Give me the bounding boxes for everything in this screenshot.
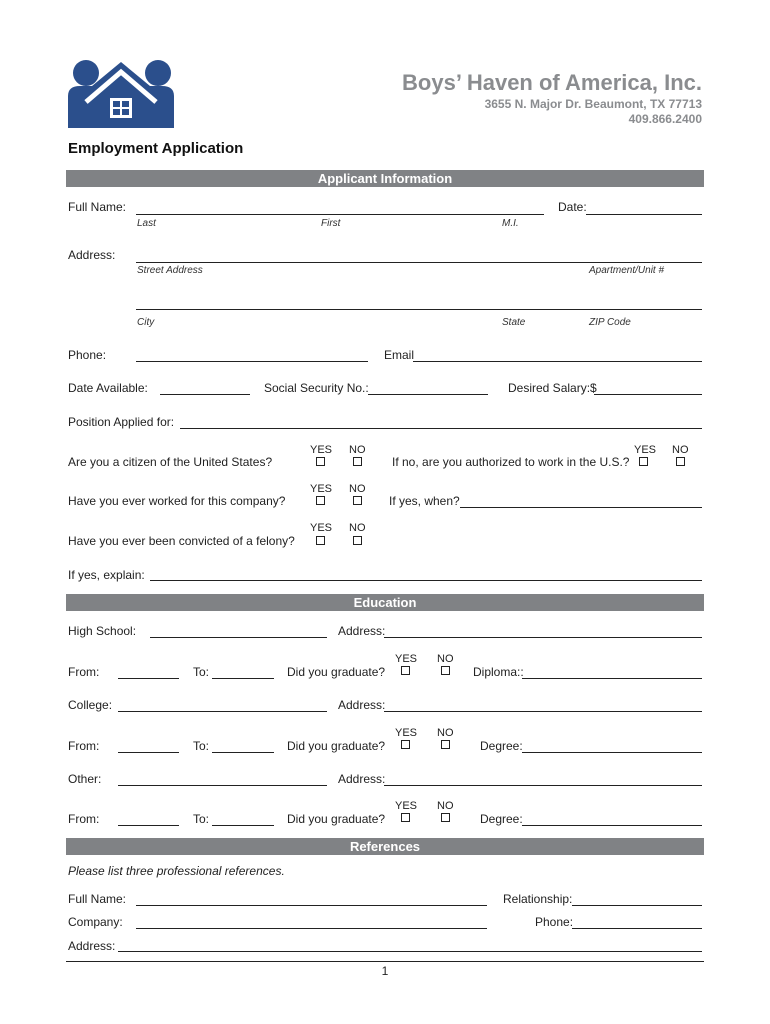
ref-relationship-field[interactable] (572, 905, 702, 906)
first-caption: First (321, 218, 341, 229)
ref-phone-label: Phone: (535, 915, 574, 929)
last-caption: Last (137, 218, 156, 229)
other-address-field[interactable] (384, 785, 702, 786)
diploma-field[interactable] (522, 678, 702, 679)
college-graduate-no-checkbox[interactable] (441, 740, 450, 749)
full-name-label: Full Name: (68, 200, 127, 214)
diploma-label: Diploma:: (473, 665, 524, 679)
college-graduate-label: Did you graduate? (287, 739, 386, 753)
ref-full-name-field[interactable] (136, 905, 487, 906)
ssn-label: Social Security No.: (264, 381, 369, 395)
page-number: 1 (381, 964, 389, 978)
college-address-label: Address: (338, 698, 386, 712)
form-title: Employment Application (68, 140, 244, 157)
worked-no-label: NO (349, 483, 366, 495)
ref-address-field[interactable] (118, 951, 702, 952)
hs-graduate-no-checkbox[interactable] (441, 666, 450, 675)
worked-question: Have you ever worked for this company? (68, 494, 286, 508)
high-school-address-label: Address: (338, 624, 386, 638)
date-available-label: Date Available: (68, 381, 148, 395)
other-degree-label: Degree: (480, 812, 523, 826)
college-degree-field[interactable] (522, 752, 702, 753)
other-from-label: From: (68, 812, 100, 826)
college-label: College: (68, 698, 113, 712)
felony-no-checkbox[interactable] (353, 536, 362, 545)
email-field[interactable] (413, 361, 702, 362)
ref-phone-field[interactable] (572, 928, 702, 929)
if-yes-explain-field[interactable] (150, 580, 702, 581)
hs-to-field[interactable] (212, 678, 274, 679)
org-name: Boys’ Haven of America, Inc. (402, 70, 702, 95)
worked-yes-label: YES (310, 483, 333, 495)
hs-from-label: From: (68, 665, 100, 679)
authorized-no-checkbox[interactable] (676, 457, 685, 466)
position-label: Position Applied for: (68, 415, 175, 429)
other-graduate-label: Did you graduate? (287, 812, 386, 826)
other-to-field[interactable] (212, 825, 274, 826)
college-to-label: To: (193, 739, 210, 753)
street-caption: Street Address (137, 265, 203, 276)
other-address-label: Address: (338, 772, 386, 786)
ref-company-field[interactable] (136, 928, 487, 929)
desired-salary-label: Desired Salary:$ (508, 381, 597, 395)
citizen-question: Are you a citizen of the United States? (68, 455, 273, 469)
college-yes-label: YES (395, 727, 418, 739)
college-degree-label: Degree: (480, 739, 523, 753)
desired-salary-field[interactable] (594, 394, 702, 395)
section-references: References (66, 838, 704, 855)
felony-yes-checkbox[interactable] (316, 536, 325, 545)
full-name-field[interactable] (136, 214, 544, 215)
felony-yes-label: YES (310, 522, 333, 534)
hs-to-label: To: (193, 665, 210, 679)
date-field[interactable] (586, 214, 702, 215)
citizen-yes-checkbox[interactable] (316, 457, 325, 466)
citizen-yes-label: YES (310, 444, 333, 456)
company-logo (66, 58, 176, 130)
section-applicant-information: Applicant Information (66, 170, 704, 187)
date-available-field[interactable] (160, 394, 250, 395)
worked-no-checkbox[interactable] (353, 496, 362, 505)
high-school-field[interactable] (150, 637, 327, 638)
address-label: Address: (68, 248, 116, 262)
hs-graduate-label: Did you graduate? (287, 665, 386, 679)
ref-company-label: Company: (68, 915, 123, 929)
phone-label: Phone: (68, 348, 107, 362)
college-graduate-yes-checkbox[interactable] (401, 740, 410, 749)
city-state-zip-field[interactable] (136, 309, 702, 310)
other-field[interactable] (118, 785, 327, 786)
authorized-question: If no, are you authorized to work in the U.S.? (392, 455, 630, 469)
zip-caption: ZIP Code (589, 317, 631, 328)
org-phone: 409.866.2400 (628, 112, 702, 126)
felony-no-label: NO (349, 522, 366, 534)
if-yes-when-field[interactable] (460, 507, 702, 508)
org-address: 3655 N. Major Dr. Beaumont, TX 77713 (484, 97, 702, 111)
section-education: Education (66, 594, 704, 611)
other-graduate-yes-checkbox[interactable] (401, 813, 410, 822)
high-school-label: High School: (68, 624, 137, 638)
email-label: Email (384, 348, 415, 362)
college-no-label: NO (437, 727, 454, 739)
authorized-no-label: NO (672, 444, 689, 456)
hs-from-field[interactable] (118, 678, 179, 679)
if-yes-when-label: If yes, when? (389, 494, 460, 508)
references-instruction: Please list three professional references. (68, 864, 285, 878)
ref-relationship-label: Relationship: (503, 892, 573, 906)
high-school-address-field[interactable] (384, 637, 702, 638)
other-yes-label: YES (395, 800, 418, 812)
hs-graduate-yes-checkbox[interactable] (401, 666, 410, 675)
mi-caption: M.I. (502, 218, 519, 229)
hs-yes-label: YES (395, 653, 418, 665)
ref-full-name-label: Full Name: (68, 892, 127, 906)
authorized-yes-label: YES (634, 444, 657, 456)
citizen-no-label: NO (349, 444, 366, 456)
city-caption: City (137, 317, 155, 328)
page-footer-rule (66, 961, 704, 962)
college-address-field[interactable] (384, 711, 702, 712)
citizen-no-checkbox[interactable] (353, 457, 362, 466)
if-yes-explain-label: If yes, explain: (68, 568, 145, 582)
street-address-field[interactable] (136, 262, 702, 263)
other-degree-field[interactable] (522, 825, 702, 826)
ssn-field[interactable] (368, 394, 488, 395)
other-label: Other: (68, 772, 102, 786)
college-from-field[interactable] (118, 752, 179, 753)
college-field[interactable] (118, 711, 327, 712)
phone-field[interactable] (136, 361, 368, 362)
other-graduate-no-checkbox[interactable] (441, 813, 450, 822)
authorized-yes-checkbox[interactable] (639, 457, 648, 466)
ref-address-label: Address: (68, 939, 116, 953)
date-label: Date: (558, 200, 587, 214)
apt-caption: Apartment/Unit # (589, 265, 665, 276)
hs-no-label: NO (437, 653, 454, 665)
position-field[interactable] (180, 428, 702, 429)
felony-question: Have you ever been convicted of a felony? (68, 534, 295, 548)
college-from-label: From: (68, 739, 100, 753)
state-caption: State (502, 317, 526, 328)
worked-yes-checkbox[interactable] (316, 496, 325, 505)
other-no-label: NO (437, 800, 454, 812)
college-to-field[interactable] (212, 752, 274, 753)
other-from-field[interactable] (118, 825, 179, 826)
other-to-label: To: (193, 812, 210, 826)
